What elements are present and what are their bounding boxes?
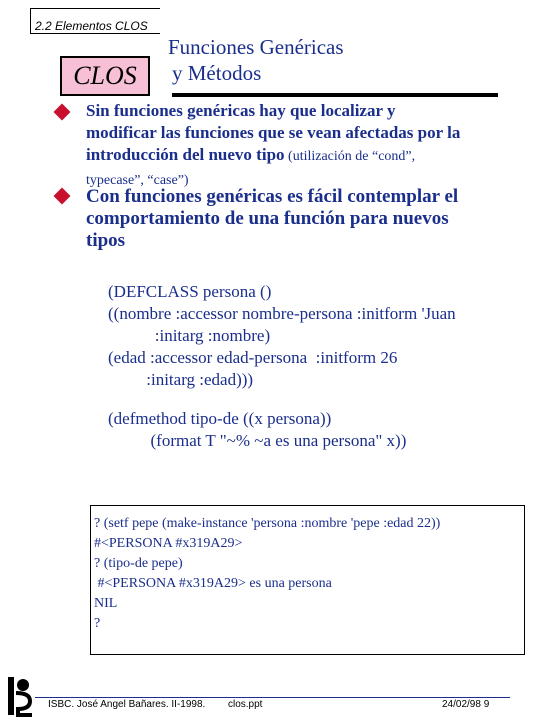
repl-transcript xyxy=(94,514,524,634)
code-line: (edad :accessor edad-persona :initform 26 xyxy=(108,348,398,367)
code-line: :initarg :nombre) xyxy=(108,326,271,345)
repl-line: ? xyxy=(94,616,101,631)
bullet-1-normal: (utilización de “cond”, typecase”, “case”) xyxy=(86,149,416,188)
diamond-bullet-icon xyxy=(54,104,71,121)
code-line: (defmethod tipo-de ((x persona)) xyxy=(108,409,332,428)
title-underline xyxy=(172,93,498,97)
footer-author: ISBC. José Angel Bañares. II-1998. xyxy=(48,699,206,710)
diamond-bullet-icon xyxy=(54,188,71,205)
defclass-code-block xyxy=(108,281,528,391)
title-line-2: y Métodos xyxy=(172,61,262,85)
bullet-1-text xyxy=(86,100,466,192)
repl-line: NIL xyxy=(94,596,118,611)
code-line: (DEFCLASS persona () xyxy=(108,282,272,301)
title-line-1: Funciones Genéricas xyxy=(168,35,344,59)
repl-line: #<PERSONA #x319A29> es una persona xyxy=(94,576,332,591)
code-line: (format T "~% ~a es una persona" x)) xyxy=(108,431,407,450)
bullet-2-text: Con funciones genéricas es fácil contemplar el comportamiento de una función para nuevos tipos xyxy=(86,186,459,251)
section-label: 2.2 Elementos CLOS xyxy=(30,8,160,34)
clos-logo-text: CLOS xyxy=(73,61,137,90)
isbc-logo-icon xyxy=(6,675,34,717)
repl-line: #<PERSONA #x319A29> xyxy=(94,536,243,551)
code-line: :initarg :edad))) xyxy=(108,370,254,389)
repl-line: ? (tipo-de pepe) xyxy=(94,556,183,571)
footer-rule xyxy=(35,697,510,698)
code-line: ((nombre :accessor nombre-persona :initform 'Juan xyxy=(108,304,456,323)
slide-title xyxy=(168,34,498,86)
footer-date-page: 24/02/98 9 xyxy=(442,699,490,710)
footer-file: clos.ppt xyxy=(228,699,263,710)
repl-line: ? (setf pepe (make-instance 'persona :nombre 'pepe :edad 22)) xyxy=(94,516,441,531)
bullet-1-bold: Sin funciones genéricas hay que localizar y modificar las funciones que se vean afectadas por la introducción del nuevo tipo xyxy=(86,101,461,164)
defmethod-code-block xyxy=(108,408,528,452)
